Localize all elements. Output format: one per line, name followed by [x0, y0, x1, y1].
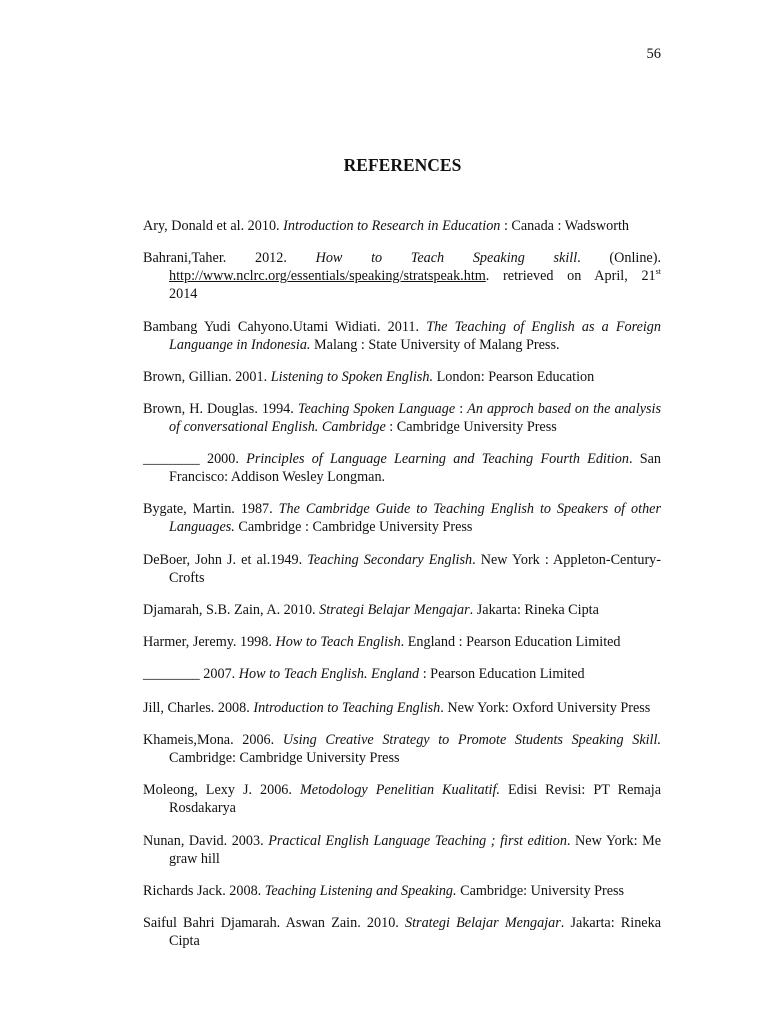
reference-list [143, 203, 661, 958]
reference-entry: Moleong, Lexy J. 2006. Metodology Penelitian Kualitatif. Edisi Revisi: PT Remaja Rosdakarya [143, 782, 662, 817]
reference-entry: Brown, Gillian. 2001. Listening to Spoken English. London: Pearson Education [143, 368, 595, 385]
reference-entry: Richards Jack. 2008. Teaching Listening and Speaking. Cambridge: University Press [143, 882, 625, 899]
page-title: REFERENCES [343, 155, 462, 175]
reference-entry: Harmer, Jeremy. 1998. How to Teach English. England : Pearson Education Limited [143, 633, 621, 650]
reference-entry: Ary, Donald et al. 2010. Introduction to Research in Education : Canada : Wadsworth [143, 218, 630, 235]
page-number: 56 [646, 46, 661, 62]
reference-entry: Saiful Bahri Djamarah. Aswan Zain. 2010. Strategi Belajar Mengajar. Jakarta: Rineka Cipta [143, 915, 661, 949]
reference-entry: Jill, Charles. 2008. Introduction to Teaching English. New York: Oxford University Press [143, 700, 651, 717]
reference-entry: ________ 2007. How to Teach English. England : Pearson Education Limited [143, 666, 585, 683]
reference-entry: Djamarah, S.B. Zain, A. 2010. Strategi Belajar Mengajar. Jakarta: Rineka Cipta [143, 601, 599, 618]
reference-entry: Bahrani,Taher. 2012. How to Teach Speaking skill. (Online). http://www.nclrc.org/essentials/speaking/stratspeak.htm. retrieved on April, 21st 2014 [143, 250, 661, 303]
reference-entry: Nunan, David. 2003. Practical English Language Teaching ; first edition. New York: Me graw hill [143, 832, 661, 867]
reference-entry: Khameis,Mona. 2006. Using Creative Strategy to Promote Students Speaking Skill. Cambridge: Cambridge University Press [143, 732, 661, 767]
reference-link[interactable]: http://www.nclrc.org/essentials/speaking/stratspeak.htm [169, 268, 486, 285]
reference-entry: ________ 2000. Principles of Language Learning and Teaching Fourth Edition. San Francisco: Addison Wesley Longman. [143, 451, 662, 486]
reference-entry: Bygate, Martin. 1987. The Cambridge Guide to Teaching English to Speakers of other Languages. Cambridge : Cambridge University Press [143, 501, 661, 536]
reference-entry: Brown, H. Douglas. 1994. Teaching Spoken Language : An approch based on the analysis of conversational English. Cambridge : Cambridge University Press [143, 400, 661, 435]
reference-entry: Bambang Yudi Cahyono.Utami Widiati. 2011. The Teaching of English as a Foreign Languange in Indonesia. Malang : State University of Malang Press. [143, 318, 661, 353]
reference-entry: DeBoer, John J. et al.1949. Teaching Secondary English. New York : Appleton-Century-Crofts [143, 551, 661, 586]
